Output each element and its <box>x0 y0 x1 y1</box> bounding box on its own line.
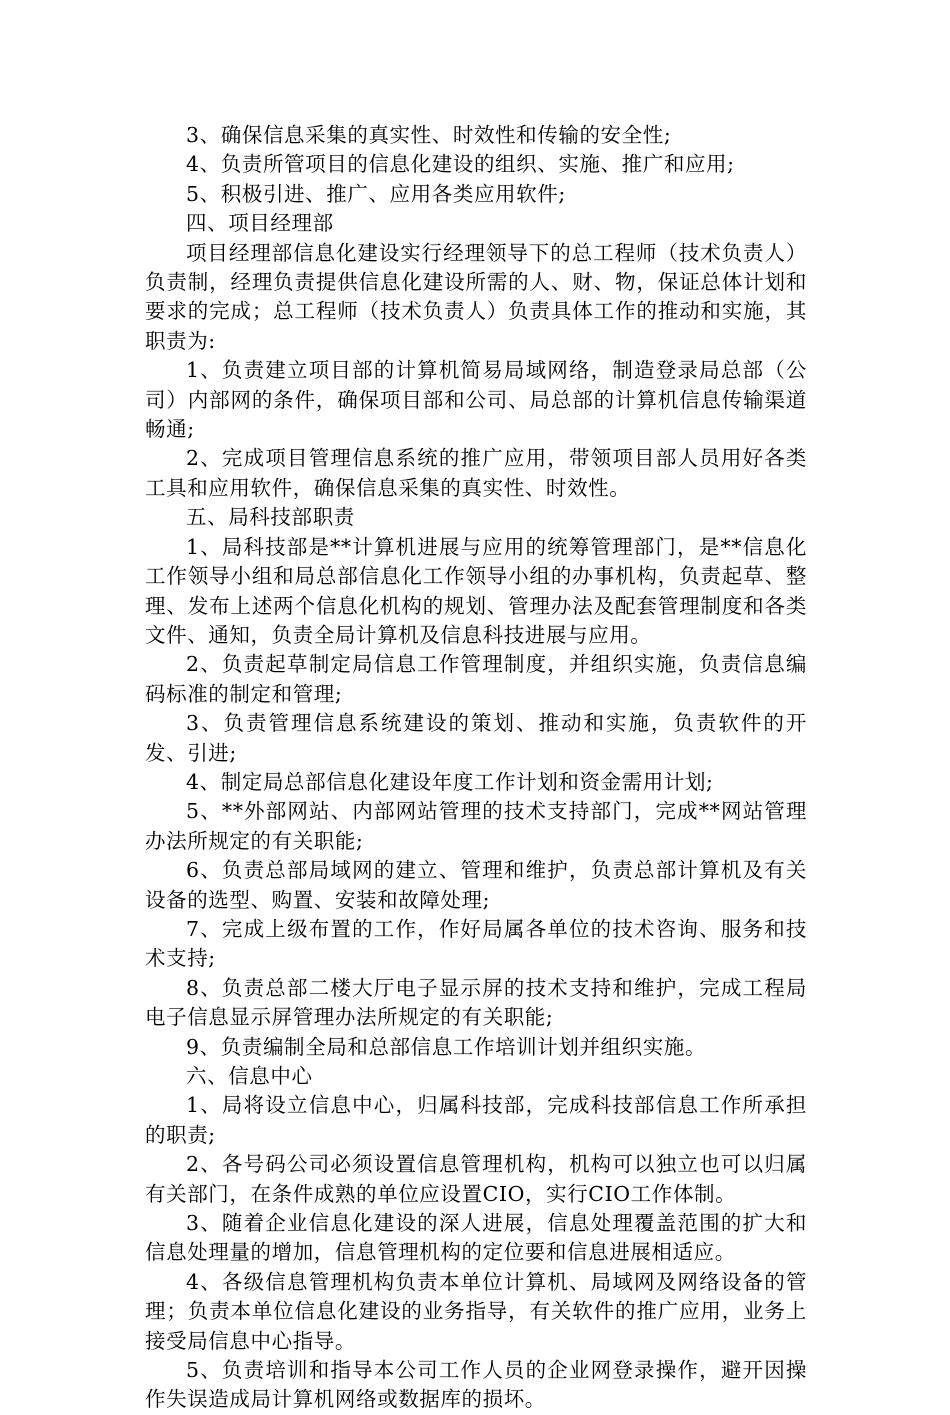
paragraph: 5、积极引进、推广、应用各类应用软件; <box>186 181 566 206</box>
paragraph: 项目经理部信息化建设实行经理领导下的总工程师（技术负责人）负责制，经理负责提供信息化建设所需的人、财、物，保证总体计划和要求的完成；总工程师（技术负责人）负责具体工作的推动和实施，其职责为: <box>145 240 807 353</box>
paragraph: 1、负责建立项目部的计算机简易局域网络，制造登录局总部（公司）内部网的条件，确保项目部和公司、局总部的计算机信息传输渠道畅通; <box>145 358 807 442</box>
paragraph: 6、负责总部局域网的建立、管理和维护，负责总部计算机及有关设备的选型、购置、安装和故障处理; <box>145 858 807 912</box>
paragraph: 3、确保信息采集的真实性、时效性和传输的安全性; <box>186 123 672 147</box>
paragraph: 3、负责管理信息系统建设的策划、推动和实施，负责软件的开发、引进; <box>145 711 807 765</box>
paragraph: 5、**外部网站、内部网站管理的技术支持部门，完成**网站管理办法所规定的有关职能; <box>145 799 807 853</box>
section-heading: 四、项目经理部 <box>186 211 334 236</box>
paragraph: 1、局科技部是**计算机进展与应用的统筹管理部门，是**信息化工作领导小组和局总部信息化工作领导小组的办事机构，负责起草、整理、发布上述两个信息化机构的规划、管理办法及配套管理制度和各类文件、通知，负责全局计算机及信息科技进展与应用。 <box>145 534 807 647</box>
paragraph: 8、负责总部二楼大厅电子显示屏的技术支持和维护，完成工程局电子信息显示屏管理办法所规定的有关职能; <box>145 975 807 1030</box>
paragraph: 4、各级信息管理机构负责本单位计算机、局域网及网络设备的管理；负责本单位信息化建设的业务指导，有关软件的推广应用，业务上接受局信息中心指导。 <box>145 1269 807 1353</box>
document-body <box>145 121 807 1415</box>
paragraph: 5、负责培训和指导本公司工作人员的企业网登录操作，避开因操作失误造成局计算机网络或数据库的损坏。 <box>145 1358 807 1412</box>
paragraph: 2、负责起草制定局信息工作管理制度，并组织实施，负责信息编码标准的制定和管理; <box>145 652 807 706</box>
paragraph: 3、随着企业信息化建设的深人进展，信息处理覆盖范围的扩大和信息处理量的增加，信息管理机构的定位要和信息进展相适应。 <box>145 1211 807 1265</box>
paragraph: 9、负责编制全局和总部信息工作培训计划并组织实施。 <box>186 1034 707 1059</box>
paragraph: 4、负责所管项目的信息化建设的组织、实施、推广和应用; <box>186 152 735 177</box>
paragraph: 2、各号码公司必须设置信息管理机构，机构可以独立也可以归属有关部门，在条件成熟的单位应设置CIO，实行CIO工作体制。 <box>145 1152 807 1206</box>
paragraph: 1、局将设立信息中心，归属科技部，完成科技部信息工作所承担的职责; <box>145 1093 807 1147</box>
paragraph: 2、完成项目管理信息系统的推广应用，带领项目部人员用好各类工具和应用软件，确保信息采集的真实性、时效性。 <box>145 446 807 500</box>
section-heading: 五、局科技部职责 <box>186 505 355 530</box>
section-heading: 六、信息中心 <box>186 1064 313 1088</box>
paragraph: 7、完成上级布置的工作，作好局属各单位的技术咨询、服务和技术支持; <box>145 916 807 971</box>
paragraph: 4、制定局总部信息化建设年度工作计划和资金需用计划; <box>186 769 714 794</box>
